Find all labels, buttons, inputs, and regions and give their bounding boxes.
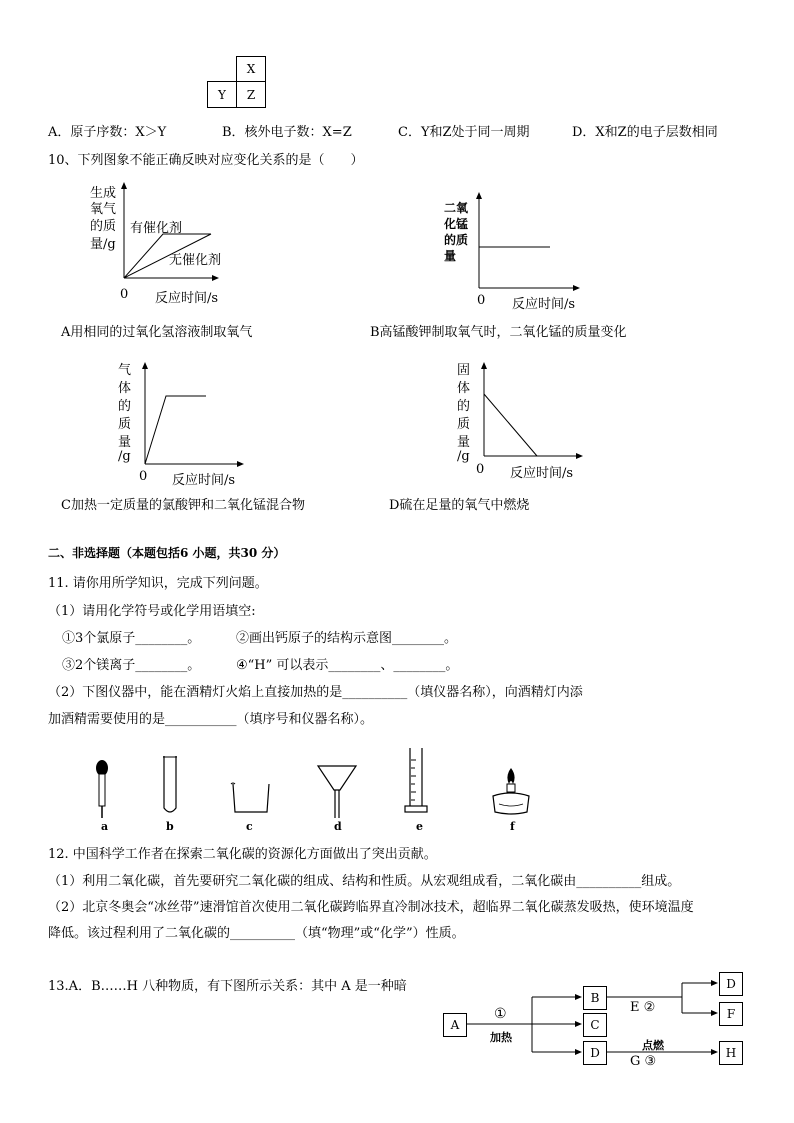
graph-b-ylabel-1: 二氧 xyxy=(444,201,469,215)
graph-c-ylabel-1: 气 xyxy=(118,363,132,378)
graph-a-ylabel-1: 生成 xyxy=(90,186,117,201)
apparatus-label-f: f xyxy=(510,820,515,833)
q11-item3: ③2个镁离子________。 xyxy=(62,658,201,673)
graph-d-ylabel-4: 质 xyxy=(457,417,471,432)
q13-node-d: D xyxy=(583,1041,607,1065)
q13-ignite: 点燃 xyxy=(642,1039,664,1052)
graph-c-caption: C加热一定质量的氯酸钾和二氧化锰混合物 xyxy=(61,498,305,513)
element-cell-y: Y xyxy=(207,81,237,108)
graph-a-origin: 0 xyxy=(120,287,129,302)
q11-item2: ②画出钙原子的结构示意图________。 xyxy=(236,631,458,646)
apparatus-label-c: c xyxy=(246,820,253,833)
q11-part2-line2: 加酒精需要使用的是___________（填序号和仪器名称）。 xyxy=(48,712,374,727)
graph-a-label-no-catalyst: 无催化剂 xyxy=(169,253,222,268)
element-cell-z: Z xyxy=(236,81,266,108)
section-2-heading: 二、非选择题（本题包括6 小题，共30 分） xyxy=(48,546,286,560)
graph-c-origin: 0 xyxy=(139,469,148,484)
graph-b-ylabel-4: 量 xyxy=(444,249,457,263)
graph-d-ylabel-2: 体 xyxy=(457,381,471,396)
graph-d-caption: D硫在足量的氧气中燃烧 xyxy=(389,498,530,513)
q13-node-h: H xyxy=(719,1041,743,1065)
q11-stem: 11. 请你用所学知识，完成下列问题。 xyxy=(48,576,268,591)
graph-b-origin: 0 xyxy=(477,293,486,308)
q13-stem: 13.A．B……H 八种物质，有下图所示关系：其中 A 是一种暗 xyxy=(48,979,407,994)
graph-d-ylabel-5: 量 xyxy=(457,435,471,450)
graph-c-ylabel-3: 的 xyxy=(118,399,132,414)
q13-step1: ① xyxy=(494,1006,507,1022)
graph-a-ylabel-3: 的质 xyxy=(90,219,117,234)
graph-b-xlabel: 反应时间/s xyxy=(512,297,576,312)
graph-a-ylabel-2: 氧气 xyxy=(90,202,117,217)
q10-stem: 10、下列图象不能正确反映对应变化关系的是（ ） xyxy=(48,153,364,168)
graph-c-ylabel-2: 体 xyxy=(118,381,132,396)
q13-node-c: C xyxy=(583,1013,607,1037)
q12-stem: 12. 中国科学工作者在探索二氧化碳的资源化方面做出了突出贡献。 xyxy=(48,847,437,862)
q9-option-a: A．原子序数：X＞Y xyxy=(48,125,167,140)
graph-c-xlabel: 反应时间/s xyxy=(172,473,236,488)
q13-node-b: B xyxy=(583,986,607,1010)
q12-part1: （1）利用二氧化碳，首先要研究二氧化碳的组成、结构和性质。从宏观组成看，二氧化碳由__________组成。 xyxy=(48,874,681,889)
q13-node-d2: D xyxy=(719,972,743,996)
q9-option-b: B．核外电子数：X=Z xyxy=(222,125,352,140)
graph-a-label-catalyst: 有催化剂 xyxy=(130,221,183,236)
graph-b-ylabel-3: 的质 xyxy=(444,233,469,247)
graph-c-ylabel-6: /g xyxy=(118,449,131,464)
graph-d-ylabel-6: /g xyxy=(457,449,470,464)
apparatus-label-a: a xyxy=(101,820,109,833)
q13-g-step3: G ③ xyxy=(630,1054,657,1069)
graph-d-xlabel: 反应时间/s xyxy=(510,466,574,481)
apparatus-label-b: b xyxy=(166,820,174,833)
graph-c-ylabel-4: 质 xyxy=(118,417,132,432)
graph-a-ylabel-4: 量/g xyxy=(90,237,116,252)
apparatus-label-e: e xyxy=(416,820,423,833)
graph-d-ylabel-1: 固 xyxy=(457,363,471,378)
q13-node-f: F xyxy=(719,1002,743,1026)
q12-part2-line1: （2）北京冬奥会“冰丝带”速滑馆首次使用二氧化碳跨临界直冷制冰技术，超临界二氧化碳蒸发吸热，使环境温度 xyxy=(48,900,694,915)
graph-c-ylabel-5: 量 xyxy=(118,435,132,450)
q13-node-a: A xyxy=(443,1013,467,1037)
q11-part1: （1）请用化学符号或化学用语填空: xyxy=(48,604,256,619)
element-cell-x: X xyxy=(236,56,266,82)
graph-b-ylabel-2: 化锰 xyxy=(444,217,469,231)
q9-option-c: C．Y和Z处于同一周期 xyxy=(398,125,530,140)
graph-d-origin: 0 xyxy=(476,462,485,477)
q11-part2-line1: （2）下图仪器中，能在酒精灯火焰上直接加热的是__________（填仪器名称），向酒精灯内添 xyxy=(48,685,583,700)
graph-b-caption: B高锰酸钾制取氧气时，二氧化锰的质量变化 xyxy=(370,325,627,340)
q12-part2-line2: 降低。该过程利用了二氧化碳的__________（填“物理”或“化学”）性质。 xyxy=(48,926,465,941)
q11-item4: ④“H” 可以表示________、________。 xyxy=(236,658,459,673)
graph-a-caption: A用相同的过氧化氢溶液制取氧气 xyxy=(61,325,253,340)
q13-heat: 加热 xyxy=(490,1031,512,1044)
graph-d-ylabel-3: 的 xyxy=(457,399,471,414)
apparatus-label-d: d xyxy=(334,820,342,833)
graph-a-xlabel: 反应时间/s xyxy=(155,291,219,306)
q13-e-step2: E ② xyxy=(630,1000,656,1015)
q9-option-d: D．X和Z的电子层数相同 xyxy=(572,125,718,140)
q11-item1: ①3个氯原子________。 xyxy=(62,631,201,646)
